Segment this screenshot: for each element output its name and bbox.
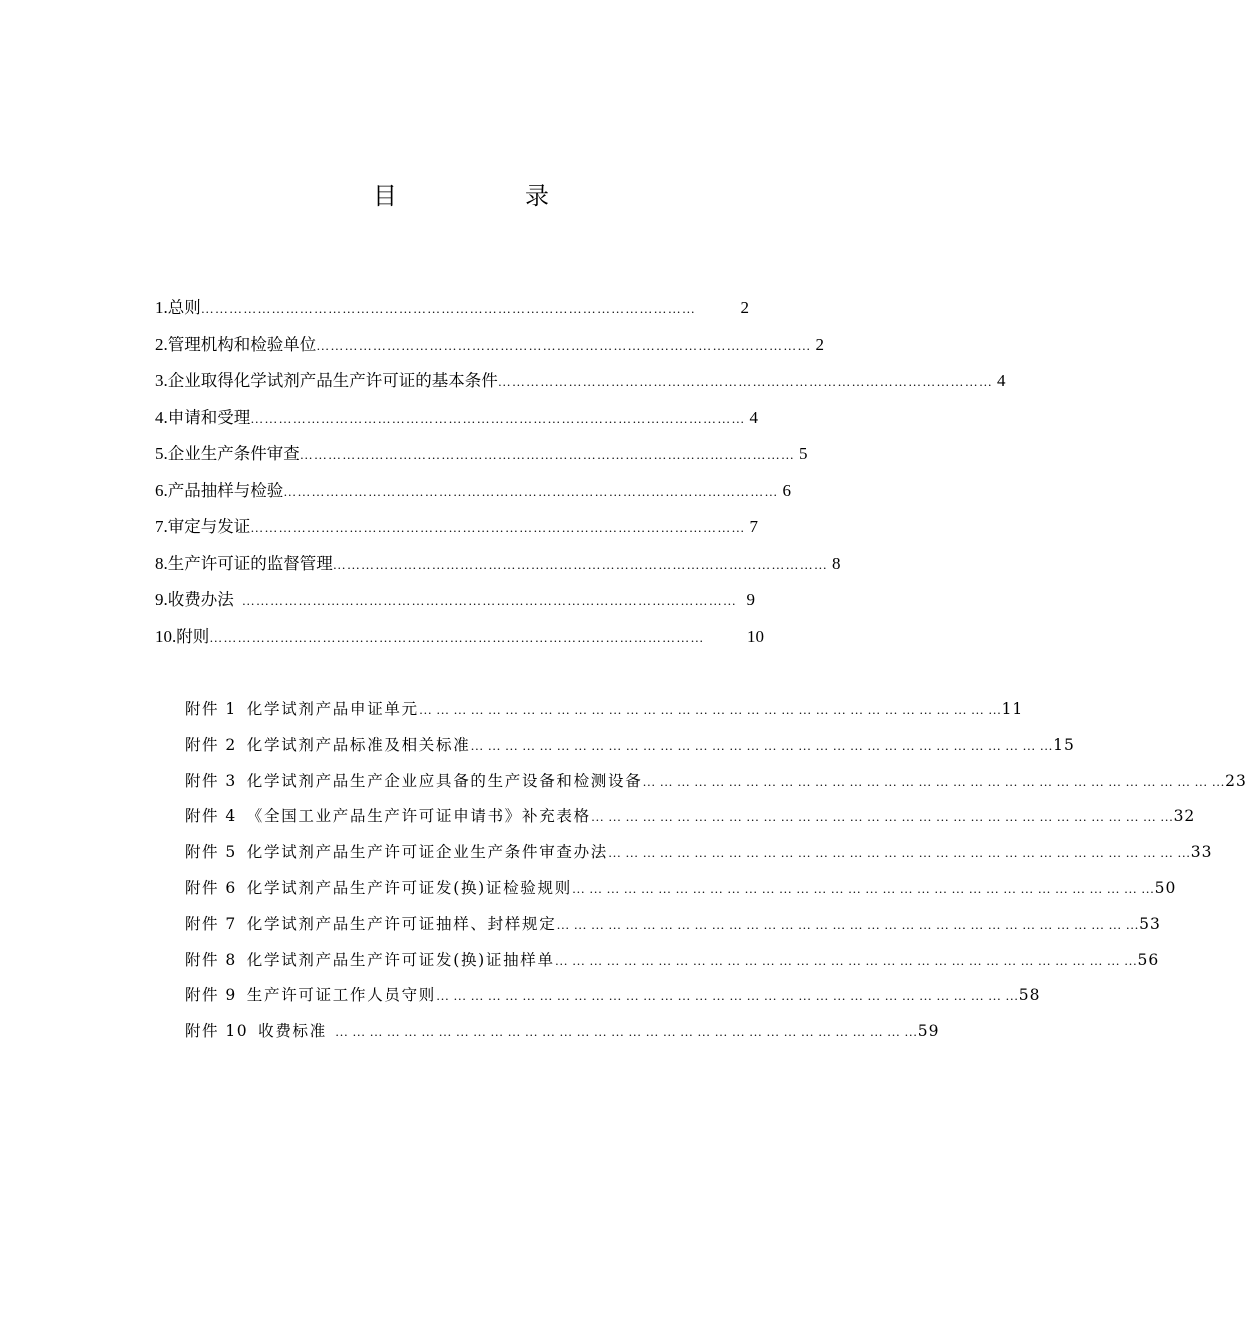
appendix-number: 附件 7 (185, 914, 237, 933)
dot-leader: … … … … … … … … … … … … … … … … … … … … … … … … … … … … … … … … … … (554, 952, 1138, 968)
toc-entry-label: 收费办法 (167, 590, 234, 609)
appendix-number: 附件 1 (185, 700, 237, 718)
dot-leader: …………………………………………………………………………………………… (250, 520, 746, 535)
title-char-2: 录 (525, 182, 549, 210)
dot-leader: … … … … … … … … … … … … … … … … … … … … … … … … … … … … … … … … … … (590, 809, 1174, 825)
toc-entry[interactable] (155, 546, 841, 583)
main-table-of-contents (155, 290, 1006, 655)
dot-leader: …………………………………………………………………………………………… (200, 301, 696, 316)
appendix-page: 58 (1018, 986, 1041, 1005)
appendix-entry[interactable] (185, 871, 1177, 907)
dot-leader: …………………………………………………………………………………………… (241, 593, 737, 608)
appendix-label: 化学试剂产品标准及相关标准 (246, 735, 471, 754)
appendix-number: 附件 3 (185, 771, 237, 790)
appendix-number: 附件 2 (185, 735, 237, 754)
toc-entry-number: 1. (155, 298, 168, 317)
dot-leader: …………………………………………………………………………………………… (497, 374, 993, 389)
dot-leader: …………………………………………………………………………………………… (250, 410, 746, 426)
toc-entry[interactable] (155, 327, 824, 364)
toc-entry[interactable] (155, 400, 758, 437)
dot-leader: …………………………………………………………………………………………… (299, 447, 795, 462)
appendix-entry[interactable] (185, 692, 1024, 728)
appendix-page: 15 (1053, 735, 1075, 754)
appendix-entry[interactable] (185, 764, 1247, 800)
appendix-number: 附件 9 (185, 986, 237, 1005)
appendix-entry[interactable] (185, 943, 1160, 979)
toc-entry-label: 管理机构和检验单位 (167, 334, 317, 354)
toc-entry-number: 2. (155, 334, 168, 354)
toc-entry-number: 10. (155, 626, 177, 646)
dot-leader: … … … … … … … … … … … … … … … … … … … … … … … … … … … … … … … … … … (642, 773, 1226, 789)
appendix-number: 附件 4 (185, 807, 237, 826)
appendix-entry[interactable] (185, 799, 1196, 835)
toc-entry-page: 5 (799, 444, 808, 463)
page-title (373, 178, 553, 214)
appendix-page: 11 (1001, 700, 1024, 718)
dot-leader: …………………………………………………………………………………………… (332, 556, 828, 572)
dot-leader: … … … … … … … … … … … … … … … … … … … … … … … … … … … … … … … … … … (418, 702, 1002, 717)
appendix-entry[interactable] (185, 728, 1075, 764)
appendix-label: 化学试剂产品生产许可证抽样、封样规定 (246, 914, 557, 933)
appendix-entry[interactable] (185, 978, 1041, 1014)
appendix-page: 32 (1173, 807, 1196, 826)
appendix-number: 附件 10 (185, 1022, 249, 1041)
toc-entry-label: 产品抽样与检验 (167, 480, 284, 500)
toc-entry-number: 4. (155, 407, 168, 427)
appendix-entry[interactable] (185, 835, 1213, 871)
toc-entry-page: 2 (740, 298, 749, 317)
toc-entry-number: 9. (155, 590, 168, 609)
appendix-page: 33 (1190, 843, 1213, 862)
appendix-page: 53 (1139, 914, 1161, 933)
dot-leader: …………………………………………………………………………………………… (283, 483, 779, 499)
dot-leader: … … … … … … … … … … … … … … … … … … … … … … … … … … … … … … … … … … (334, 1024, 918, 1040)
toc-entry-page: 10 (747, 626, 764, 646)
appendix-label: 《全国工业产品生产许可证申请书》补充表格 (246, 807, 591, 826)
toc-entry-label: 审定与发证 (167, 517, 251, 536)
appendix-table-of-contents (185, 692, 1247, 1050)
appendix-number: 附件 6 (185, 878, 237, 897)
dot-leader: …………………………………………………………………………………………… (209, 629, 705, 645)
toc-entry-label: 申请和受理 (167, 407, 251, 427)
title-char-1: 目 (373, 182, 397, 210)
toc-entry-page: 4 (749, 407, 758, 427)
toc-entry[interactable] (155, 290, 749, 327)
dot-leader: …………………………………………………………………………………………… (316, 337, 812, 353)
toc-entry-label: 企业生产条件审查 (167, 444, 300, 463)
toc-entry-number: 3. (155, 371, 168, 390)
appendix-page: 56 (1137, 950, 1160, 969)
appendix-label: 化学试剂产品生产许可证发(换)证抽样单 (246, 950, 555, 969)
dot-leader: … … … … … … … … … … … … … … … … … … … … … … … … … … … … … … … … … … (608, 845, 1191, 861)
toc-entry-label: 总则 (167, 298, 201, 317)
appendix-number: 附件 8 (185, 950, 237, 969)
toc-entry-page: 2 (815, 334, 824, 354)
dot-leader: … … … … … … … … … … … … … … … … … … … … … … … … … … … … … … … … … … (571, 880, 1155, 896)
toc-entry-page: 8 (832, 553, 841, 573)
appendix-entry[interactable] (185, 1014, 940, 1050)
appendix-label: 生产许可证工作人员守则 (246, 986, 436, 1005)
toc-entry-label: 生产许可证的监督管理 (167, 553, 333, 573)
toc-entry[interactable] (155, 619, 764, 656)
toc-entry-label: 附则 (176, 626, 210, 646)
toc-entry[interactable] (155, 582, 755, 619)
toc-entry-page: 6 (782, 480, 791, 500)
appendix-label: 化学试剂产品生产许可证企业生产条件审查办法 (246, 843, 608, 862)
appendix-page: 50 (1154, 878, 1177, 897)
appendix-number: 附件 5 (185, 843, 237, 862)
toc-entry-page: 4 (997, 371, 1006, 390)
dot-leader: … … … … … … … … … … … … … … … … … … … … … … … … … … … … … … … … … … (556, 916, 1140, 932)
toc-entry-number: 5. (155, 444, 168, 463)
appendix-entry[interactable] (185, 907, 1161, 943)
dot-leader: … … … … … … … … … … … … … … … … … … … … … … … … … … … … … … … … … … (470, 737, 1054, 753)
toc-entry-label: 企业取得化学试剂产品生产许可证的基本条件 (167, 371, 498, 390)
appendix-label: 化学试剂产品申证单元 (246, 700, 419, 718)
dot-leader: … … … … … … … … … … … … … … … … … … … … … … … … … … … … … … … … … … (436, 988, 1019, 1004)
appendix-page: 23 (1225, 771, 1247, 790)
toc-entry-page: 9 (746, 590, 755, 609)
toc-entry-page: 7 (749, 517, 758, 536)
toc-entry-number: 8. (155, 553, 168, 573)
appendix-label: 化学试剂产品生产企业应具备的生产设备和检测设备 (246, 771, 643, 790)
toc-entry[interactable] (155, 509, 758, 546)
toc-entry[interactable] (155, 363, 1006, 400)
toc-entry[interactable] (155, 473, 791, 510)
appendix-page: 59 (917, 1022, 940, 1041)
appendix-label: 化学试剂产品生产许可证发(换)证检验规则 (246, 878, 572, 897)
appendix-label: 收费标准 (258, 1022, 327, 1041)
toc-entry-number: 7. (155, 517, 168, 536)
toc-entry-number: 6. (155, 480, 168, 500)
toc-entry[interactable] (155, 436, 808, 473)
